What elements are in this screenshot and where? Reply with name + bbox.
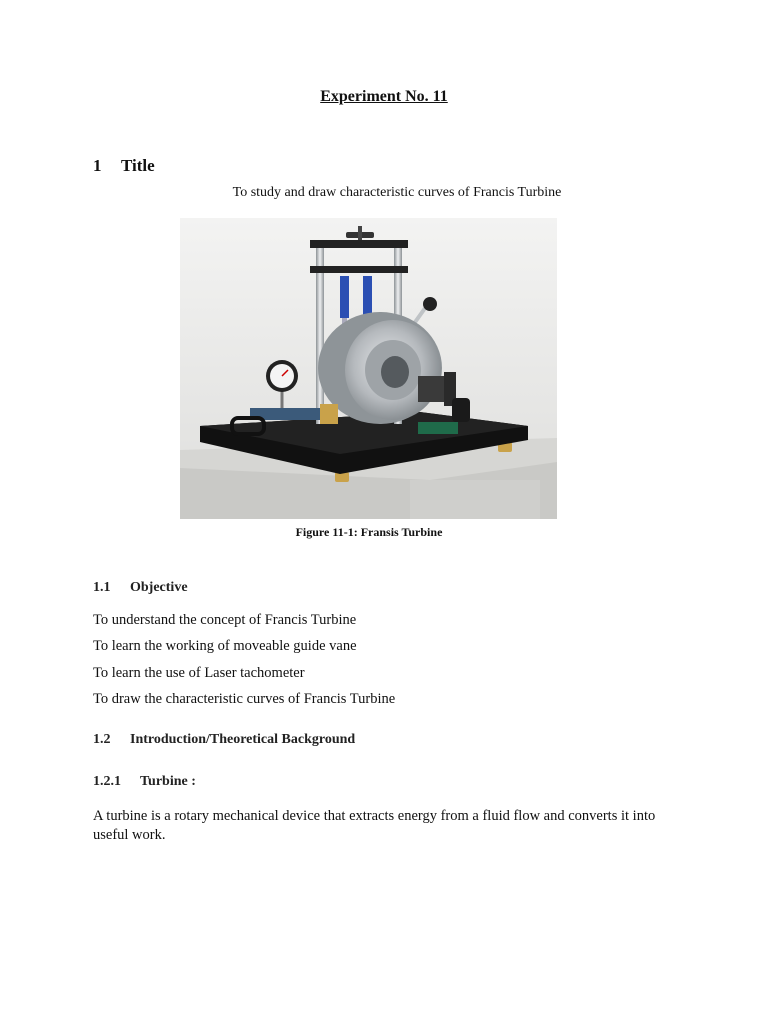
section-number: 1.1: [93, 580, 111, 595]
experiment-subtitle: To study and draw characteristic curves of Francis Turbine: [232, 185, 562, 200]
section-number: 1.2.1: [93, 774, 121, 789]
section-number: 1.2: [93, 732, 111, 747]
section-heading-title: [93, 156, 155, 176]
section-heading-text: Introduction/Theoretical Background: [130, 732, 356, 747]
section-heading-introduction: [93, 732, 355, 748]
turbine-definition: A turbine is a rotary mechanical device that extracts energy from a fluid flow and converts it into useful work.: [93, 808, 656, 843]
figure-caption: Figure 11-1: Fransis Turbine: [295, 525, 443, 539]
list-item: To learn the use of Laser tachometer: [93, 664, 305, 681]
top-bar: [310, 266, 408, 273]
list-item: To learn the working of moveable guide vane: [93, 638, 357, 655]
section-heading-text: Turbine :: [140, 774, 196, 789]
list-item: To draw the characteristic curves of Francis Turbine: [93, 690, 396, 707]
lever-knob: [423, 297, 437, 311]
spring-balance: [363, 276, 372, 318]
control-board: [418, 422, 458, 434]
francis-turbine-figure: [180, 218, 557, 519]
document-title: Experiment No. 11: [320, 88, 448, 105]
top-bar: [310, 240, 408, 248]
francis-turbine-illustration: [180, 218, 557, 519]
list-item: To understand the concept of Francis Turbine: [93, 612, 357, 628]
section-heading-text: Objective: [130, 580, 188, 595]
section-heading-objective: [93, 580, 188, 596]
spring-balance: [340, 276, 349, 318]
section-heading-turbine: [93, 774, 196, 790]
objective-list: [93, 610, 395, 715]
section-heading-text: Title: [121, 156, 155, 175]
section-number: 1: [93, 156, 102, 175]
